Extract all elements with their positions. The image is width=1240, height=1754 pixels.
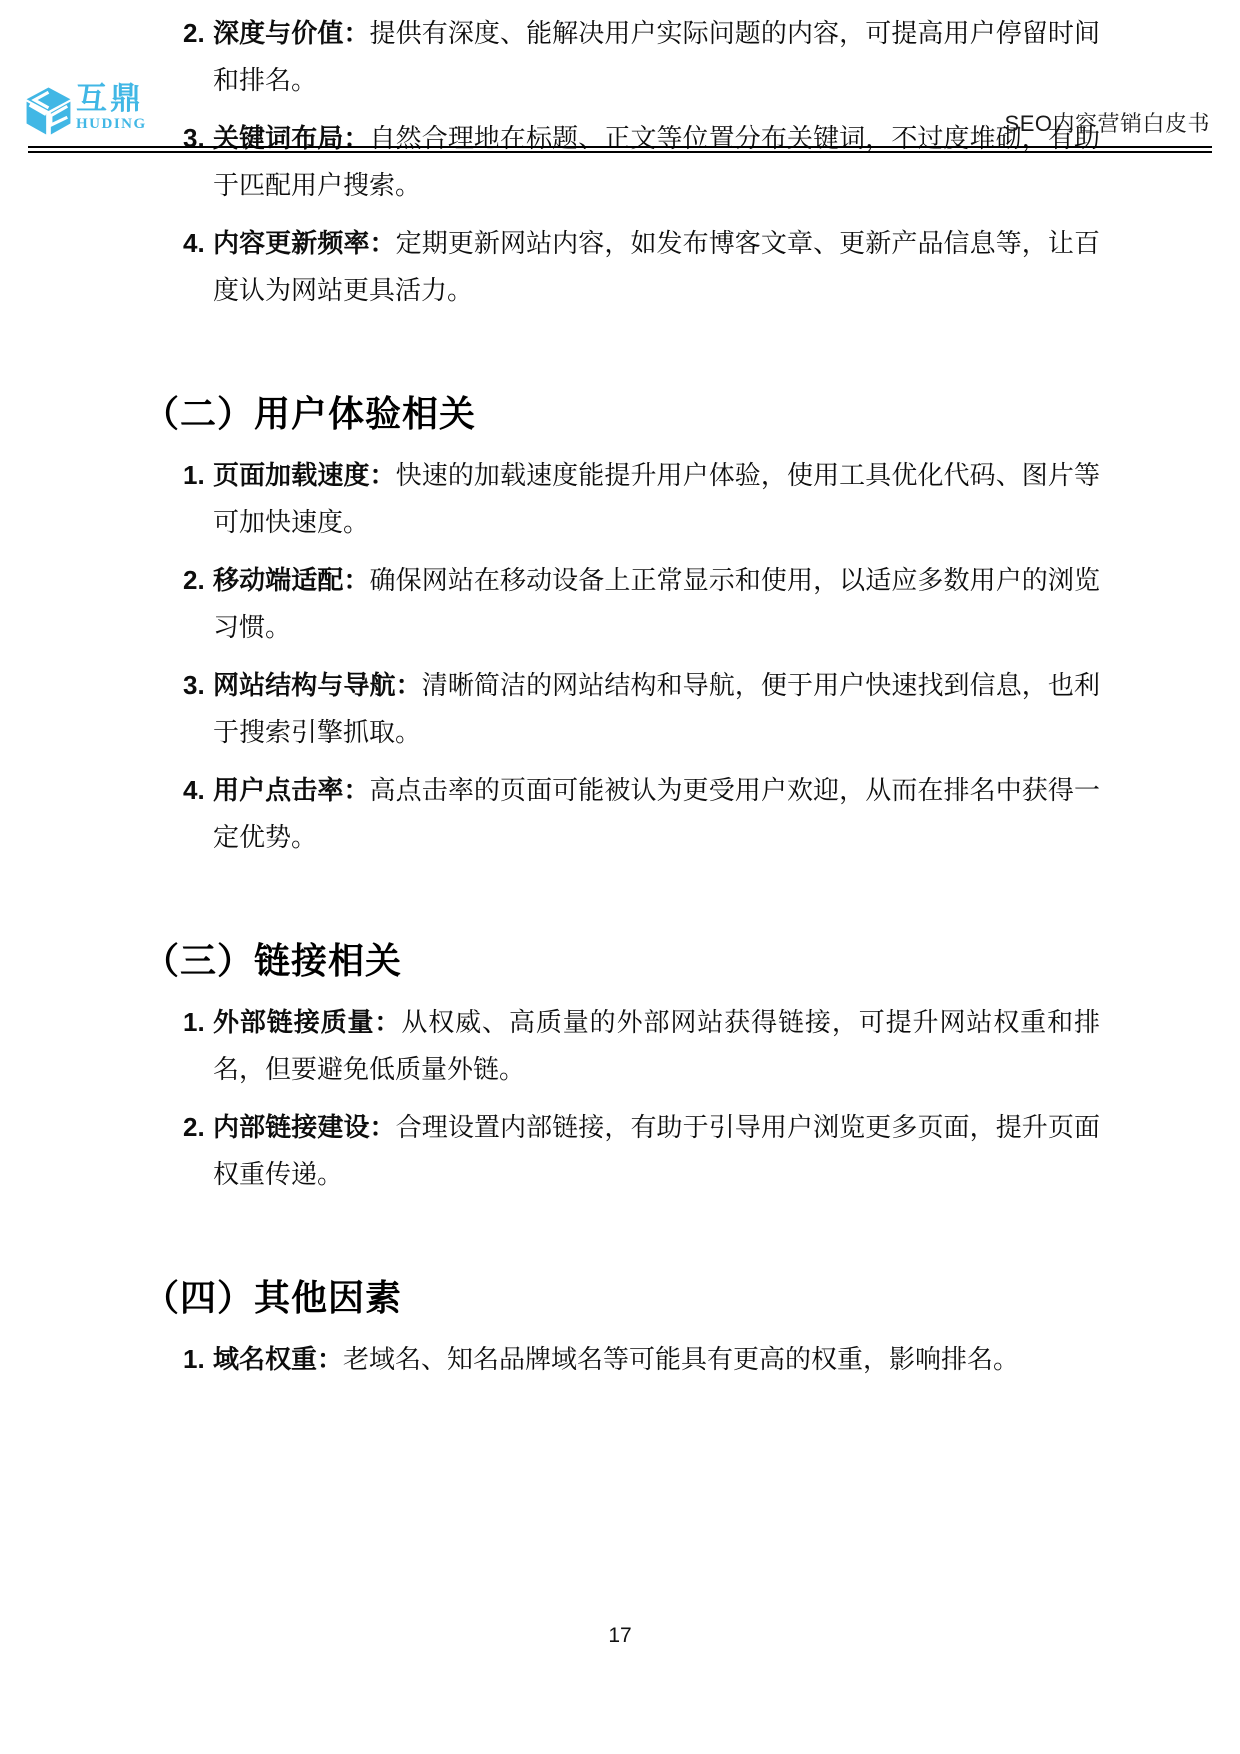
list-item-body	[213, 557, 1100, 651]
list-item-label: 外部链接质量：	[213, 1007, 402, 1037]
list-item	[143, 557, 1100, 651]
list-item-body	[213, 1336, 1100, 1383]
list-item-body	[213, 1104, 1100, 1198]
list-item-label: 内部链接建设：	[213, 1112, 396, 1142]
list-item-text: 自然合理地在标题、正文等位置分布关键词，不过度堆砌，有助于匹配用户搜索。	[213, 123, 1100, 200]
list-item-label: 关键词布局：	[213, 123, 370, 153]
list-item-number: 1.	[183, 1344, 205, 1374]
logo-cube-icon	[25, 82, 72, 140]
list-item-number: 1.	[183, 460, 205, 490]
list-item-text: 合理设置内部链接，有助于引导用户浏览更多页面，提升页面权重传递。	[213, 1112, 1100, 1189]
logo-text-wrap	[76, 82, 147, 132]
list-item-label: 移动端适配：	[213, 565, 370, 595]
list-item	[143, 220, 1100, 314]
list-item	[143, 452, 1100, 546]
list-item-text: 快速的加载速度能提升用户体验，使用工具优化代码、图片等可加快速度。	[213, 460, 1100, 537]
list-item-label: 用户点击率：	[213, 775, 370, 805]
section-heading-links: （三）链接相关	[143, 940, 403, 981]
list-item-body	[213, 999, 1100, 1093]
list-item-label: 域名权重：	[213, 1344, 344, 1374]
list-item-text: 老域名、知名品牌域名等可能具有更高的权重，影响排名。	[343, 1344, 1020, 1374]
list-item-number: 4.	[183, 775, 205, 805]
list-item-body	[213, 662, 1100, 756]
list-item-body	[213, 220, 1100, 314]
list-item-number: 2.	[183, 565, 205, 595]
list-item-number: 3.	[183, 670, 205, 700]
page-number: 17	[608, 1624, 632, 1647]
list-item-number: 3.	[183, 123, 205, 153]
logo	[25, 82, 147, 140]
list-item-number: 4.	[183, 228, 205, 258]
list-item	[143, 662, 1100, 756]
list-item-number: 2.	[183, 18, 205, 48]
list-item-label: 页面加载速度：	[213, 460, 396, 490]
list-item	[143, 767, 1100, 861]
list-item-label: 内容更新频率：	[213, 228, 396, 258]
section-heading-user-experience: （二）用户体验相关	[143, 393, 477, 434]
list-item-number: 1.	[183, 1007, 205, 1037]
list-item-text: 从权威、高质量的外部网站获得链接，可提升网站权重和排名，但要避免低质量外链。	[213, 1007, 1100, 1084]
list-item-number: 2.	[183, 1112, 205, 1142]
list-item-text: 提供有深度、能解决用户实际问题的内容，可提高用户停留时间和排名。	[213, 18, 1100, 95]
header-divider	[28, 146, 1212, 153]
page-header	[0, 0, 1240, 153]
list-item-body	[213, 452, 1100, 546]
logo-text: 互鼎	[76, 81, 144, 116]
list-item-text: 高点击率的页面可能被认为更受用户欢迎，从而在排名中获得一定优势。	[213, 775, 1100, 852]
list-item-text: 定期更新网站内容，如发布博客文章、更新产品信息等，让百度认为网站更具活力。	[213, 228, 1100, 305]
list-item-text: 清晰简洁的网站结构和导航，便于用户快速找到信息，也利于搜索引擎抓取。	[213, 670, 1100, 747]
section-heading-other-factors: （四）其他因素	[143, 1277, 403, 1318]
list-item-body	[213, 767, 1100, 861]
list-item	[143, 1104, 1100, 1198]
header-doc-title: SEO内容营销白皮书	[1004, 111, 1210, 136]
list-item-text: 确保网站在移动设备上正常显示和使用，以适应多数用户的浏览习惯。	[213, 565, 1100, 642]
list-item	[143, 999, 1100, 1093]
logo-subtext: HUDING	[76, 116, 147, 132]
list-item	[143, 1336, 1100, 1383]
list-item-label: 深度与价值：	[213, 18, 370, 48]
list-item-label: 网站结构与导航：	[213, 670, 422, 700]
